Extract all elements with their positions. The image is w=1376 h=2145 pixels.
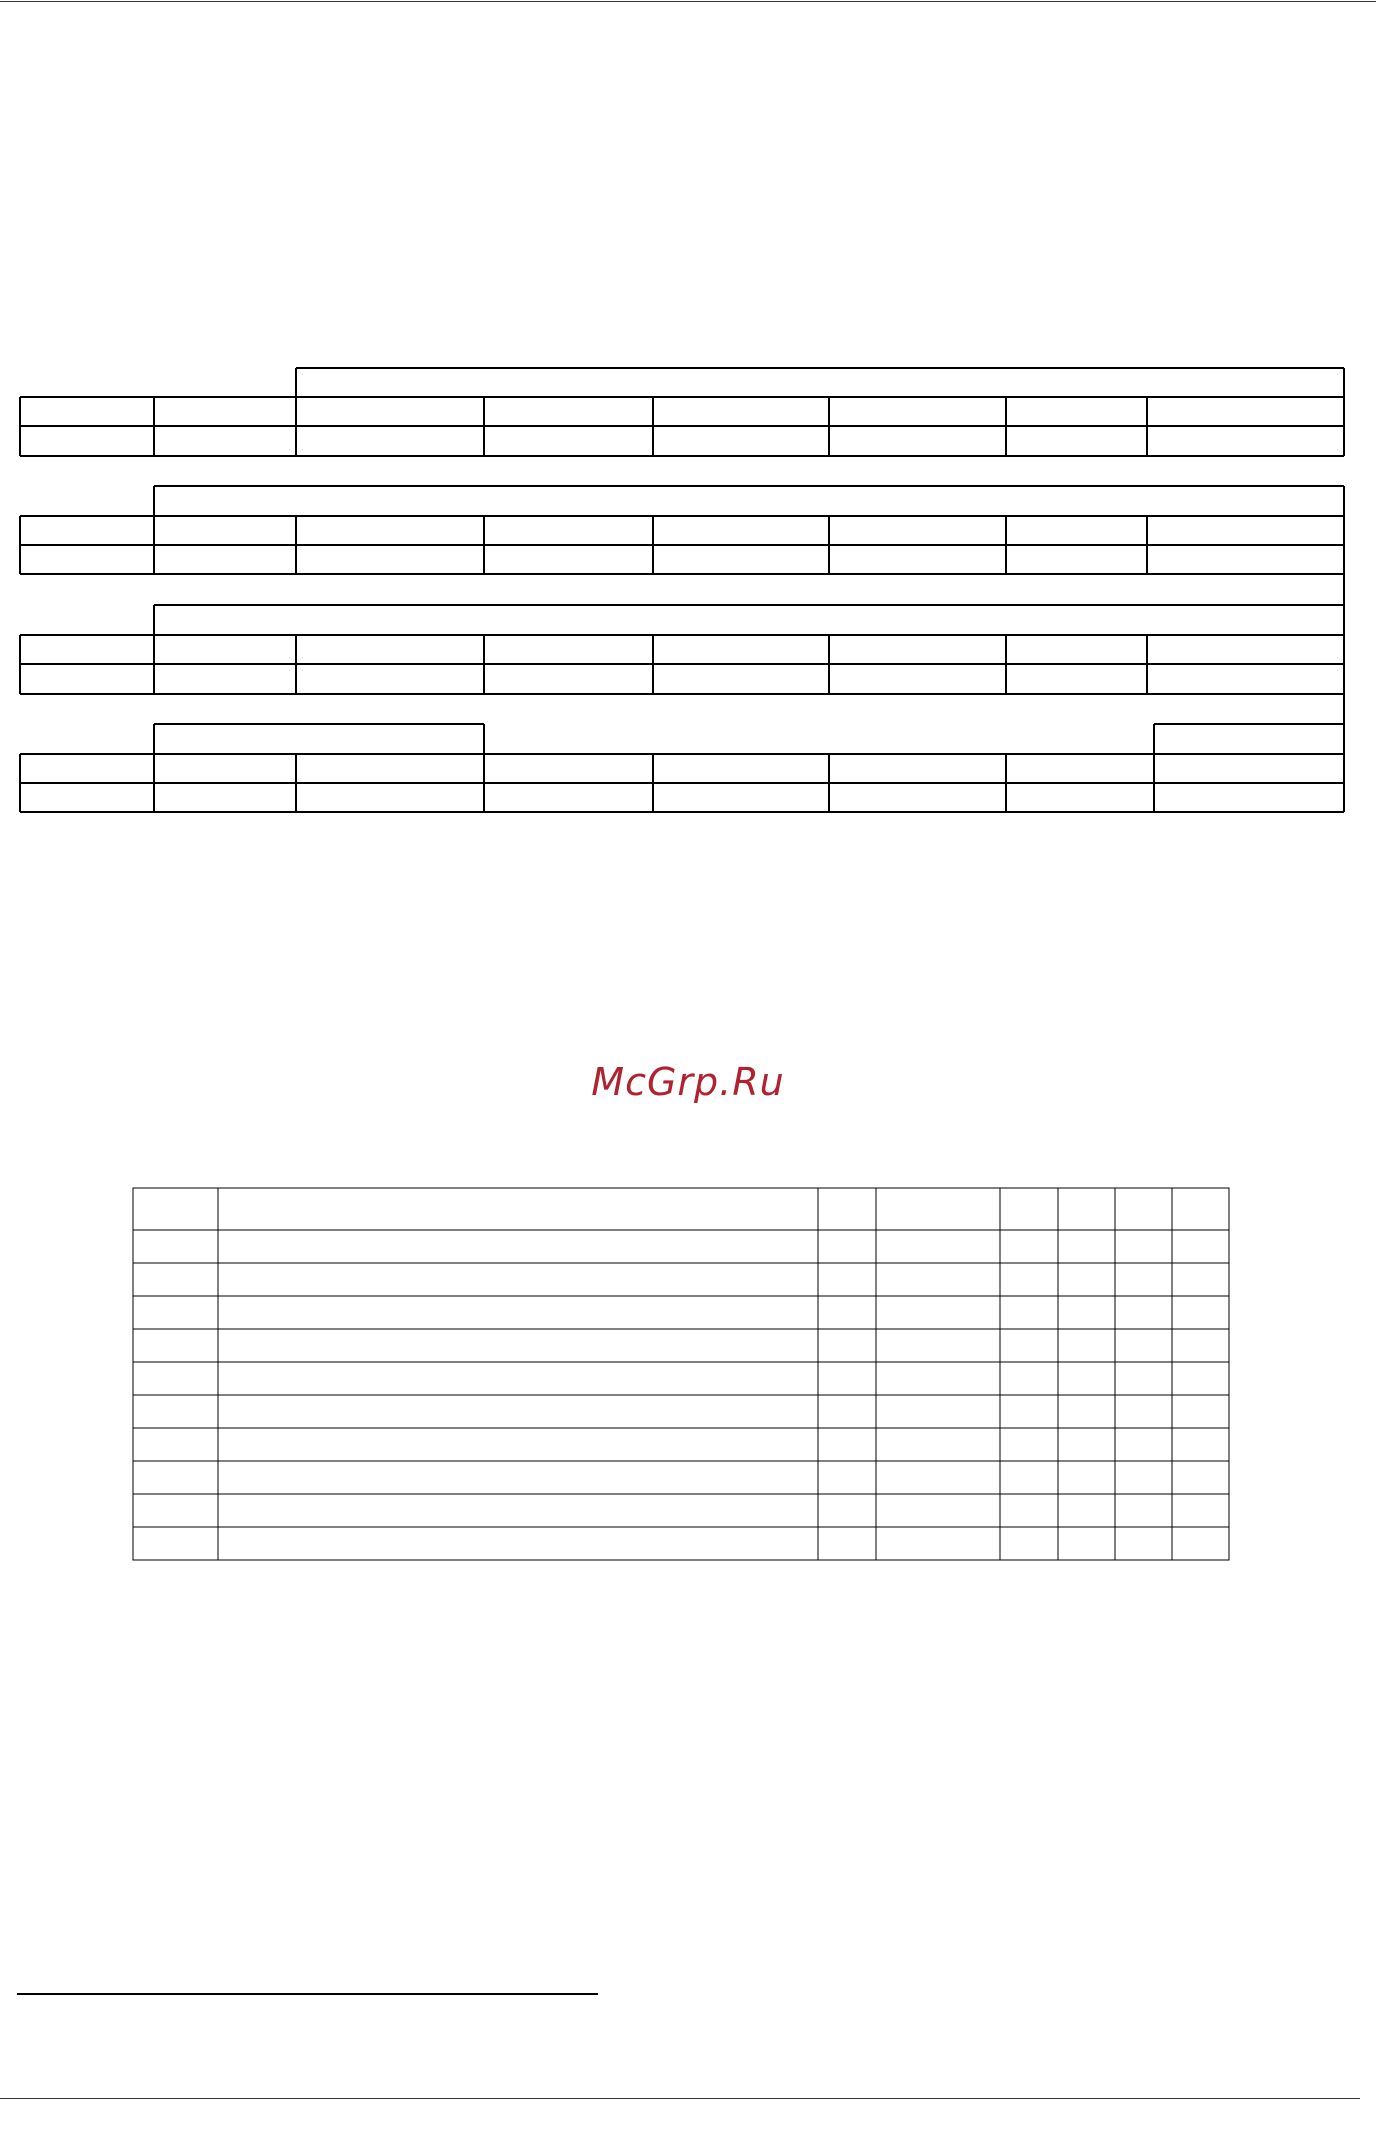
watermark-logo: McGrp.Ru [591,1060,785,1104]
footnote-rule [17,1993,598,1995]
bottom-page-rule [0,2098,1360,2099]
